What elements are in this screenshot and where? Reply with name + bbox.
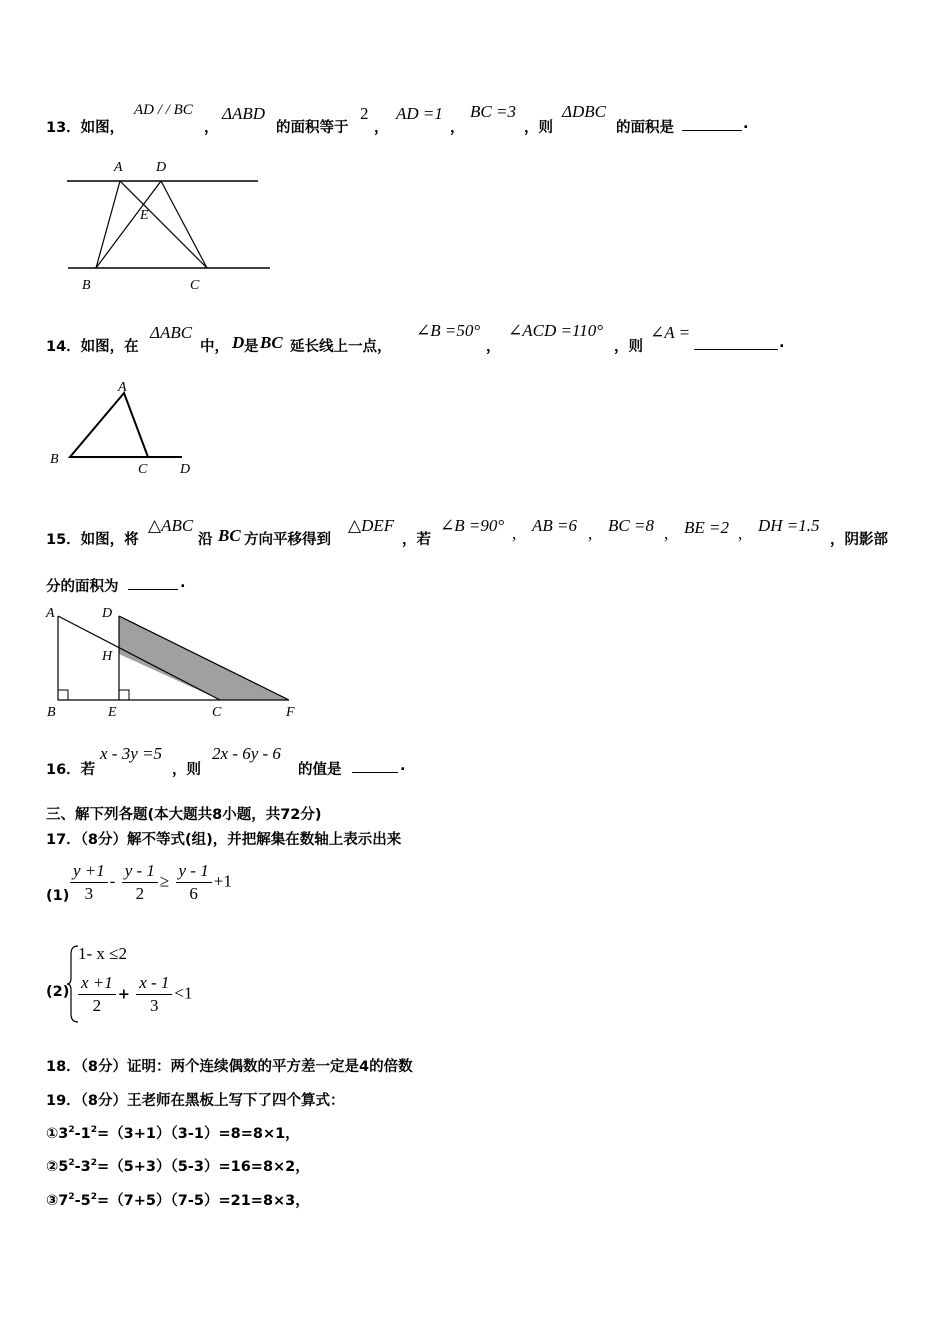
q15-sep: , <box>512 524 517 543</box>
q13-sep: ， <box>450 120 465 136</box>
q13-figure <box>60 155 280 295</box>
q15-math-angle-b: ∠B =90° <box>440 516 505 535</box>
q17-p1-label: (1) <box>46 888 70 904</box>
q14-triangle <box>70 393 148 457</box>
q15-math-bc: BC =8 <box>608 516 654 535</box>
q13-math-area: 2 <box>360 104 369 123</box>
q17-p1-op: - <box>109 871 116 891</box>
q17-p2-fraction-2: $\frac{x - 1}{3}$ <box>136 972 172 1017</box>
q15-end: . <box>180 575 186 591</box>
q15-text: 分的面积为 <box>46 579 119 595</box>
q13-math-bc: BC =3 <box>470 102 516 121</box>
q17-p1-fraction-2: $\frac{y - 1}{2}$ <box>122 860 158 905</box>
q16-end: . <box>400 758 406 774</box>
q14-math-angle-b: ∠B =50° <box>416 321 481 340</box>
q15-label-d: D <box>102 606 113 621</box>
q15-text: ，若 <box>402 532 431 548</box>
q15-answer-blank[interactable] <box>128 575 178 590</box>
q13-label-b: B <box>82 278 91 293</box>
q16-math-expression: 2x - 6y - 6 <box>212 744 281 763</box>
q15-text: ，阴影部 <box>830 532 888 548</box>
q17-title: 17．（8分）解不等式(组)，并把解集在数轴上表示出来 <box>46 832 402 848</box>
q16-math-equation: x - 3y =5 <box>100 744 162 763</box>
q13-answer-blank[interactable] <box>682 116 742 131</box>
q13-number: 13．如图， <box>46 120 125 136</box>
q17-p1-op: ≥ <box>159 871 170 891</box>
q14-math-angle-a: ∠A = <box>650 323 691 342</box>
q13-math-triangle-dbc: ΔDBC <box>562 102 606 121</box>
q15-text: 沿 <box>198 532 213 548</box>
q15-segment-bc: BC <box>218 526 241 545</box>
q15-right-angle-b <box>58 690 68 700</box>
q17-p2-label: (2) <box>46 984 70 1000</box>
question-13 <box>46 102 906 138</box>
q14-segment-bc: BC <box>260 333 283 352</box>
q13-label-e: E <box>140 208 149 223</box>
q15-math-dh: DH =1.5 <box>758 516 820 535</box>
q14-text: 是 <box>244 339 259 355</box>
q19-item-2: $②5^2-3^2=(5+3)(5-3)=16=8\times 2$， <box>46 1158 310 1175</box>
q14-text: ，则 <box>614 339 643 355</box>
question-16 <box>46 744 906 780</box>
question-15 <box>46 516 926 550</box>
q17-p2-row-1: 1- x ≤2 <box>78 944 127 963</box>
q17-part-2 <box>46 942 246 1026</box>
q13-sep: ， <box>374 120 389 136</box>
q15-math-ab: AB =6 <box>532 516 577 535</box>
q14-number: 14．如图，在 <box>46 339 139 355</box>
q14-text: 延长线上一点， <box>290 339 392 355</box>
q13-sep: ， <box>204 120 219 136</box>
q17-p2-op: + <box>117 986 130 1003</box>
q17-p2-row-2 <box>76 972 193 1017</box>
q15-sep: , <box>738 524 743 543</box>
q13-label-c: C <box>190 278 200 293</box>
q15-label-b: B <box>47 705 56 720</box>
q14-sep: ， <box>486 339 501 355</box>
q17-p1-fraction-1: $\frac{y +1}{3}$ <box>70 860 108 905</box>
q15-label-h: H <box>102 649 113 664</box>
q15-label-e: E <box>108 705 117 720</box>
q15-figure <box>44 604 304 722</box>
q16-number: 16．若 <box>46 762 96 778</box>
q14-end: . <box>779 335 785 351</box>
question-14 <box>46 321 906 357</box>
q14-math-triangle: ΔABC <box>150 323 193 342</box>
q15-sep: , <box>588 524 593 543</box>
q17-p1-tail: +1 <box>213 871 232 891</box>
q15-sep: , <box>664 524 669 543</box>
q14-point-d: D <box>232 333 245 352</box>
q15-text: 方向平移得到 <box>244 532 331 548</box>
q15-number: 15．如图，将 <box>46 532 139 548</box>
q15-math-triangle-def: △DEF <box>348 516 395 535</box>
q13-label-a: A <box>114 160 123 175</box>
q13-math-triangle-abd: ΔABD <box>222 104 266 123</box>
q19-title: 19．（8分）王老师在黑板上写下了四个算式： <box>46 1093 345 1109</box>
q15-math-triangle-abc: △ABC <box>148 516 194 535</box>
q15-label-c: C <box>212 705 222 720</box>
q14-math-angle-acd: ∠ACD =110° <box>508 321 604 340</box>
q13-end: . <box>743 116 749 132</box>
q13-math-ad: AD =1 <box>396 104 443 123</box>
q17-p2-fraction-1: $\frac{x +1}{2}$ <box>78 972 116 1017</box>
q19-item-3: $③7^2-5^2=(7+5)(7-5)=21=8\times 3$， <box>46 1192 310 1209</box>
q15-label-f: F <box>286 705 295 720</box>
q13-text: 的面积是 <box>616 120 674 136</box>
q16-answer-blank[interactable] <box>352 758 398 773</box>
q17-p1-fraction-3: $\frac{y - 1}{6}$ <box>176 860 212 905</box>
q15-math-be: BE =2 <box>684 518 729 537</box>
q16-text: 的值是 <box>298 762 342 778</box>
q14-figure <box>46 375 206 480</box>
q13-label-d: D <box>156 160 167 175</box>
q19-item-1: $①3^2-1^2=(3+1)(3-1)=8=8\times 1$， <box>46 1125 300 1142</box>
q14-label-a: A <box>118 380 127 395</box>
q14-label-c: C <box>138 462 148 477</box>
q18-text: 18．（8分）证明：两个连续偶数的平方差一定是4的倍数 <box>46 1059 413 1075</box>
q14-answer-blank[interactable] <box>694 335 778 350</box>
q15-label-a: A <box>46 606 55 621</box>
q14-label-d: D <box>180 462 191 477</box>
q13-text: ，则 <box>524 120 553 136</box>
q14-label-b: B <box>50 452 59 467</box>
q17-p2-tail: <1 <box>174 983 193 1003</box>
q14-text: 中， <box>200 339 229 355</box>
q13-math-parallel: AD / / BC <box>134 102 193 118</box>
q13-text: 的面积等于 <box>276 120 349 136</box>
q16-text: ，则 <box>172 762 201 778</box>
section-3-heading: 三、解下列各题(本大题共8小题，共72分) <box>46 807 322 823</box>
